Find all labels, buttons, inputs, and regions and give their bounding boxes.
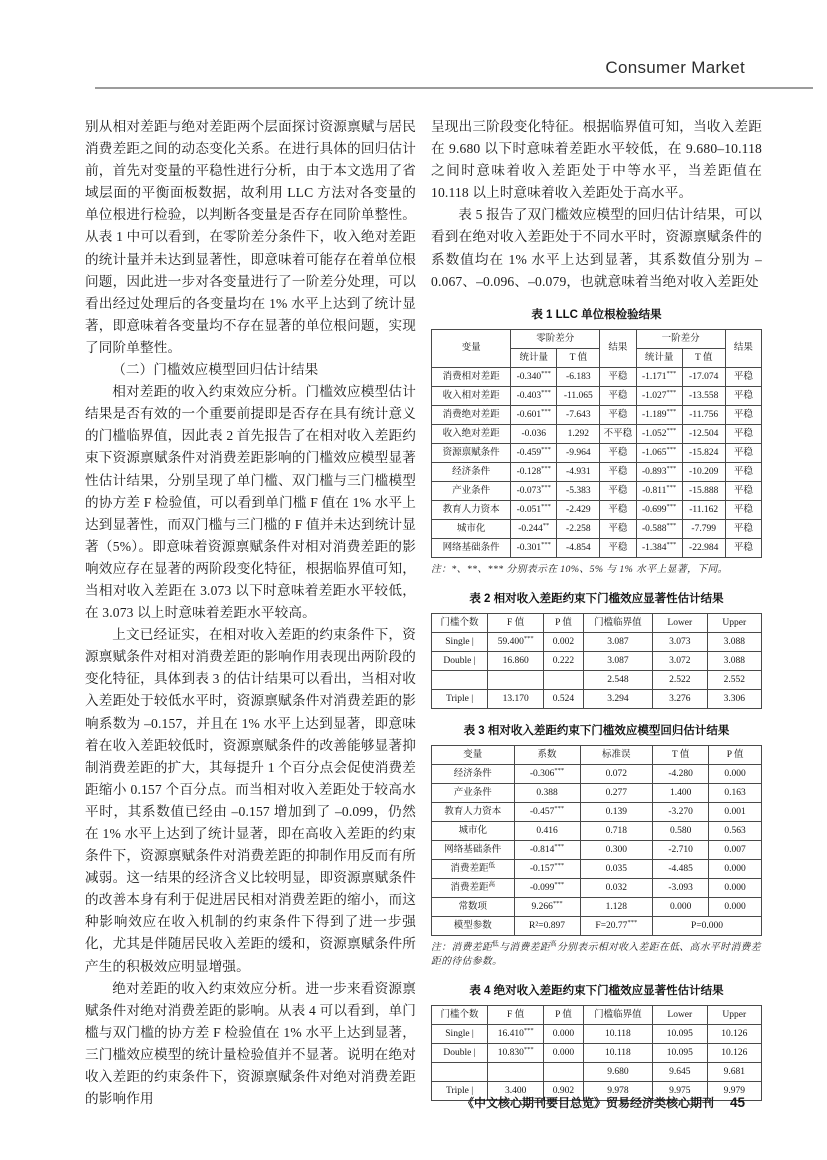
table-cell: 0.072 [580,764,653,783]
column-group-header: 一阶差分 [636,329,725,348]
column-header: 门槛临界值 [583,613,652,632]
table-cell: 平稳 [600,367,636,386]
table-cell: -22.984 [682,538,725,557]
table-cell: 10.830*** [488,1043,544,1062]
column-header: 系数 [514,745,580,764]
table-cell: 3.073 [653,632,707,651]
table-cell: -4.854 [557,538,600,557]
table-cell: 0.001 [709,802,762,821]
table-cell: 平稳 [600,481,636,500]
table-cell: 0.902 [544,1081,584,1100]
table-cell: 平稳 [725,462,761,481]
table-cell: -3.270 [653,802,709,821]
table-cell [544,670,584,689]
table-row [432,519,762,538]
footer-journal-label: 《中文核心期刊要目总览》贸易经济类核心期刊 [461,1096,714,1110]
table-cell: F=20.77*** [580,916,653,935]
table-cell: -1.065*** [636,443,682,462]
table-cell: -0.128*** [511,462,557,481]
table-cell: -0.588*** [636,519,682,538]
table3-title: 表 3 相对收入差距约束下门槛效应模型回归估计结果 [463,724,730,737]
table-row [432,367,762,386]
table-cell: 16.410*** [488,1024,544,1043]
table-row [432,500,762,519]
table-cell: 0.000 [709,897,762,916]
paragraph: 上文已经证实，在相对收入差距的约束条件下，资源禀赋条件对相对消费差距的影响作用表现出两阶段的变化特征，具体到表 3 的估计结果可以看出，当相对收入差距处于较低水平时，资源禀赋条件对消费差距的影响系数为 –0.157，并且在 1% 水平上达到显著，即意味着在收入差距较低时，资源禀赋条件的改善能够显著抑制消费差距的扩大，其每提升 1 个百分点会促使消费差距缩小 0.157 个百分点。而当相对收入差距处于较高水平时，其系数值已经由 –0.157 增加到了 –0.099，仍然在 1% 水平上达到了统计显著，即在高收入差距的约束条件下，资源禀赋条件对消费差距的抑制作用反而有所减弱。这一结果的经济含义比较明显，即资源禀赋条件的改善本身有利于促进居民相对消费差距的缩小，而这种影响效应在收入机制的约束条件下得到了进一步强化，尤其是伴随居民收入差距的缓和，资源禀赋条件所产生的积极效应明显增强。 [85,627,416,974]
table-cell: -0.457*** [514,802,580,821]
table-cell: -7.643 [557,405,600,424]
table-cell: -0.811*** [636,481,682,500]
table-cell: 0.563 [709,821,762,840]
table-cell: 网络基础条件 [432,840,515,859]
table-cell: -9.964 [557,443,600,462]
table-cell [432,1062,488,1081]
paragraph: 呈现出三阶段变化特征。根据临界值可知，当收入差距在 9.680 以下时意味着差距水平较低，在 9.680–10.118 之间时意味着收入差距处于中等水平，当差距值在 10.118 以上时意味着收入差距处于高水平。 [431,119,762,201]
table-cell: 消费绝对差距 [432,405,511,424]
table-cell: 3.088 [707,651,761,670]
column-header: 统计量 [511,348,557,367]
table-cell: 0.416 [514,821,580,840]
column-header: T 值 [682,348,725,367]
table-row [432,859,762,878]
table-cell: -0.306*** [514,764,580,783]
table-cell: 0.580 [653,821,709,840]
table-row [432,443,762,462]
table-row [432,689,762,708]
table-cell: -13.558 [682,386,725,405]
table-cell: Triple | [432,689,488,708]
table2-header-row [432,613,762,632]
table-cell: -0.459*** [511,443,557,462]
paragraph: 绝对差距的收入约束效应分析。进一步来看资源禀赋条件对绝对消费差距的影响。从表 4 可以看到，单门槛与双门槛的协方差 F 检验值在 1% 水平上达到显著，三门槛效应模型的统计量检验值并不显著。说明在绝对收入差距的约束条件下，资源禀赋条件对绝对消费差距的影响作用 [85,980,416,1107]
column-header: Upper [707,613,761,632]
table-cell: 平稳 [600,519,636,538]
table-cell: 0.002 [544,632,584,651]
table2-relative-gap-threshold-significance [431,613,762,709]
table-cell: 10.126 [707,1043,761,1062]
table-cell: 10.118 [583,1043,652,1062]
table-cell: 收入绝对差距 [432,424,511,443]
column-header: P 值 [709,745,762,764]
table-cell: Single | [432,632,488,651]
table-cell: 0.388 [514,783,580,802]
column-header: T 值 [653,745,709,764]
table-cell: -11.065 [557,386,600,405]
table-cell: 0.000 [709,764,762,783]
table-cell: 城市化 [432,519,511,538]
column-header: 变量 [432,745,515,764]
table1-llc-unit-root-test [431,329,762,558]
table-cell: -0.051*** [511,500,557,519]
column-header: P 值 [544,1005,584,1024]
column-header: T 值 [557,348,600,367]
table-cell: 10.095 [653,1043,707,1062]
table-cell: 收入相对差距 [432,386,511,405]
table-cell: -5.383 [557,481,600,500]
table-cell: 0.035 [580,859,653,878]
table-row [432,538,762,557]
column-header: 门槛个数 [432,1005,488,1024]
table-row [432,386,762,405]
table-cell: 经济条件 [432,462,511,481]
table-cell: -1.052*** [636,424,682,443]
table-cell: 9.266*** [514,897,580,916]
table-cell: 10.126 [707,1024,761,1043]
table-row [432,764,762,783]
table-cell: Double | [432,1043,488,1062]
table-cell: 0.007 [709,840,762,859]
table-cell: 10.095 [653,1024,707,1043]
table-cell: 消费相对差距 [432,367,511,386]
table-row [432,783,762,802]
running-head: Consumer Market [605,58,745,77]
table-cell: Double | [432,651,488,670]
table-cell: 10.118 [583,1024,652,1043]
table-cell: P=0.000 [653,916,762,935]
table-cell: 0.000 [653,897,709,916]
table-cell: -10.209 [682,462,725,481]
table-cell: 城市化 [432,821,515,840]
table-row [432,481,762,500]
column-header: 标准误 [580,745,653,764]
paragraph: 别从相对差距与绝对差距两个层面探讨资源禀赋与居民消费差距之间的动态变化关系。在进行具体的回归估计前，首先对变量的平稳性进行分析，由于本文选用了省域层面的平衡面板数据，故利用 LLC 方法对各变量的单位根进行检验，以判断各变量是否存在同阶单整性。从表 1 中可以看到，在零阶差分条件下，收入绝对差距的统计量并未达到显著性，即意味着可能存在着单位根问题，因此进一步对各变量进行了一阶差分处理，可以看出经过处理后的各变量均在 1% 水平上达到了统计显著，即意味着各变量均不存在显著的单位根问题，实现了同阶单整性。 [85,119,416,355]
paragraph: 相对差距的收入约束效应分析。门槛效应模型估计结果是否有效的一个重要前提即是否存在具有统计意义的门槛临界值，因此表 2 首先报告了在相对收入差距约束下资源禀赋条件对消费差距影响的门槛效应模型显著性估计结果，分别呈现了单门槛、双门槛与三门槛模型的协方差 F 检验值，可以看到单门槛 F 值在 1% 水平上达到显著性，而双门槛与三门槛的 F 值并未达到统计显著（5%）。即意味着资源禀赋条件对相对消费差距的影响效应存在显著的两阶段变化特征，根据临界值可知，当相对收入差距在 3.073 以下时意味着差距水平较低，在 3.073 以上时意味着差距水平较高。 [85,384,416,621]
table-cell [432,670,488,689]
column-header: 结果 [725,329,761,367]
table-cell: 消费差距$^低$ [432,859,515,878]
table4-title: 表 4 绝对收入差距约束下门槛效应显著性估计结果 [469,984,724,997]
table-cell: -0.403*** [511,386,557,405]
page-footer [462,1094,745,1111]
table-cell: 0.524 [544,689,584,708]
table-cell: 网络基础条件 [432,538,511,557]
table-cell: 2.522 [653,670,707,689]
table4-absolute-gap-threshold-significance [431,1005,762,1101]
table-cell: -4.485 [653,859,709,878]
table-row [432,632,762,651]
table-cell: 3.087 [583,632,652,651]
table-cell: -15.888 [682,481,725,500]
table-row [432,1043,762,1062]
table-cell: Single | [432,1024,488,1043]
table-cell: 3.294 [583,689,652,708]
table-cell: -11.162 [682,500,725,519]
table3-header-row [432,745,762,764]
column-group-header: 零阶差分 [511,329,600,348]
table-cell: 平稳 [725,367,761,386]
column-header: 结果 [600,329,636,367]
table-row [432,897,762,916]
table-cell: -7.799 [682,519,725,538]
table-row [432,651,762,670]
table-cell: 16.860 [488,651,544,670]
table1-header-row [432,329,762,348]
table-cell: 3.276 [653,689,707,708]
table-cell: -11.756 [682,405,725,424]
table-cell: 9.680 [583,1062,652,1081]
table-cell: 平稳 [600,500,636,519]
table-row [432,1062,762,1081]
table-cell: -2.258 [557,519,600,538]
table-cell: 1.128 [580,897,653,916]
table-row [432,821,762,840]
table-cell: 平稳 [600,462,636,481]
table-cell: -12.504 [682,424,725,443]
table-cell: -1.027*** [636,386,682,405]
table-cell: 59.400*** [488,632,544,651]
page-number: 45 [729,1095,745,1110]
table-cell: 平稳 [725,443,761,462]
table-cell: -4.931 [557,462,600,481]
table4-header-row [432,1005,762,1024]
table-cell: 教育人力资本 [432,500,511,519]
table-cell: -0.099*** [514,878,580,897]
table-cell: 0.000 [544,1024,584,1043]
table-cell: -17.074 [682,367,725,386]
table-cell: 3.072 [653,651,707,670]
table-cell: 模型参数 [432,916,515,935]
table-cell: 9.975 [653,1081,707,1100]
table-cell: 13.170 [488,689,544,708]
table-cell: -15.824 [682,443,725,462]
table2-title: 表 2 相对收入差距约束下门槛效应显著性估计结果 [469,592,724,605]
table-cell: 资源禀赋条件 [432,443,511,462]
table-cell: 0.222 [544,651,584,670]
table-cell: -1.384*** [636,538,682,557]
paragraph: 表 5 报告了双门槛效应模型的回归估计结果，可以看到在绝对收入差距处于不同水平时，资源禀赋条件的系数值均在 1% 水平上达到显著，其系数值分别为 –0.067、–0.096、–0.079，也就意味着当绝对收入差距处 [431,207,762,289]
table-cell: 平稳 [600,538,636,557]
table-cell: 平稳 [600,405,636,424]
table-cell: -1.171*** [636,367,682,386]
table-cell: -0.301*** [511,538,557,557]
table-cell: -0.814*** [514,840,580,859]
column-header: 变量 [432,329,511,367]
table-cell: 平稳 [725,386,761,405]
column-header: F 值 [488,1005,544,1024]
table-cell: 平稳 [725,405,761,424]
table-cell: 2.548 [583,670,652,689]
column-header: Lower [653,1005,707,1024]
table-cell: -6.183 [557,367,600,386]
table-row [432,424,762,443]
table-row [432,462,762,481]
header-rule [95,87,813,89]
table-cell: -0.893*** [636,462,682,481]
table-cell: 常数项 [432,897,515,916]
table-cell: 平稳 [725,481,761,500]
table-cell: -0.073*** [511,481,557,500]
column-header: F 值 [488,613,544,632]
table-cell: 平稳 [725,519,761,538]
right-column [431,116,762,1101]
table-cell: -4.280 [653,764,709,783]
table-cell: -0.601*** [511,405,557,424]
table-cell: 0.000 [709,878,762,897]
table-cell: 0.163 [709,783,762,802]
table-cell: R²=0.897 [514,916,580,935]
table-row [432,802,762,821]
left-column [85,116,416,1110]
table-cell: Triple | [432,1081,488,1100]
table-cell [488,670,544,689]
table-cell: 1.292 [557,424,600,443]
table-cell: -0.244** [511,519,557,538]
paragraph: （二）门槛效应模型回归估计结果 [112,362,319,378]
table-row [432,840,762,859]
table-cell: 0.277 [580,783,653,802]
table-cell: 产业条件 [432,783,515,802]
table-cell: 9.978 [583,1081,652,1100]
table-cell: 消费差距$^高$ [432,878,515,897]
table-cell [544,1062,584,1081]
column-header: Upper [707,1005,761,1024]
table3-note: 注：消费差距$^低$与消费差距$^高$分别表示相对收入差距在低、高水平时消费差距的待估参数。 [431,940,761,967]
table-cell: 教育人力资本 [432,802,515,821]
column-header: P 值 [544,613,584,632]
table-cell: 0.718 [580,821,653,840]
table-cell: -0.036 [511,424,557,443]
table-cell: 0.139 [580,802,653,821]
table-cell: 经济条件 [432,764,515,783]
table-cell: 平稳 [600,443,636,462]
table-cell: 9.979 [707,1081,761,1100]
table-cell: 9.681 [707,1062,761,1081]
table-row [432,916,762,935]
table-cell: 不平稳 [600,424,636,443]
table-cell: 平稳 [600,386,636,405]
right-column-text [431,116,762,293]
table-cell: 平稳 [725,538,761,557]
table-cell: 0.000 [544,1043,584,1062]
table3-relative-gap-threshold-regression [431,745,762,936]
table-cell: 3.400 [488,1081,544,1100]
table-cell: 3.088 [707,632,761,651]
table-cell: -1.189*** [636,405,682,424]
table-row [432,405,762,424]
table-cell: 平稳 [725,424,761,443]
table1-title: 表 1 LLC 单位根检验结果 [531,308,662,321]
table-cell: 9.645 [653,1062,707,1081]
table-cell: 产业条件 [432,481,511,500]
table-cell: 1.400 [653,783,709,802]
table-row [432,670,762,689]
table-cell: 0.000 [709,859,762,878]
column-header: 门槛临界值 [583,1005,652,1024]
table-cell: -2.710 [653,840,709,859]
table-cell: -0.699*** [636,500,682,519]
column-header: 门槛个数 [432,613,488,632]
table-row [432,1024,762,1043]
table-cell: 3.087 [583,651,652,670]
table-cell: 3.306 [707,689,761,708]
column-header: 统计量 [636,348,682,367]
table1-note: 注：*、**、*** 分别表示在 10%、5% 与 1% 水平上显著，下同。 [431,563,728,575]
table-cell [488,1062,544,1081]
table-cell: 0.300 [580,840,653,859]
table-cell: -2.429 [557,500,600,519]
table-cell: 2.552 [707,670,761,689]
table-cell: -0.157*** [514,859,580,878]
table-cell: 平稳 [725,500,761,519]
table-cell: -3.093 [653,878,709,897]
table-cell: 0.032 [580,878,653,897]
table-cell: -0.340*** [511,367,557,386]
table-row [432,878,762,897]
column-header: Lower [653,613,707,632]
